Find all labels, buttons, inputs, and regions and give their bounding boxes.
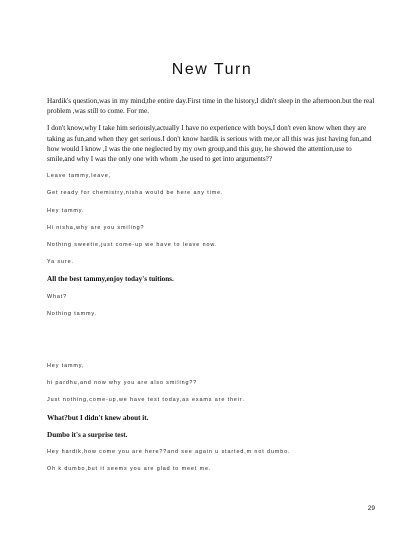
- paragraph: Hardik's question,was in my mind,the entire day.First time in the history,I didn't sleep in the afternoon.but the real problem ,was still to come. For me.: [47, 97, 375, 116]
- paragraph: Oh k dumbo,but it seems you are glad to meet me.: [47, 466, 212, 473]
- paragraph: Nothing sweetie,just come-up we have to leave now.: [47, 242, 218, 249]
- page-number: 29: [367, 505, 375, 512]
- paragraph: What?but I didn't knew about it.: [47, 413, 149, 422]
- paragraph: Hi nisha,why are you smiling?: [47, 224, 145, 231]
- paragraph: Hey tammy,: [47, 363, 85, 370]
- paragraph: Nothing tammy.: [47, 310, 97, 317]
- paragraph: Just nothing,come-up,we have test today,as exams are their.: [47, 397, 245, 404]
- paragraph: Leave tammy,leave,: [47, 173, 112, 180]
- paragraph: I don't know,why I take him seriously,actually I have no experience with boys,I don't even know when they are taking as fun,and when they get serious.I don't know hardik is serious with me,or all this was just having fun,and how would I know ,I was the one neglected by my own group,and this guy, he showed the attention,use to smile,and why I was the only one with whom ,he used to get into arguments??: [47, 124, 372, 164]
- paragraph: Dumbo it's a surprise test.: [47, 430, 128, 439]
- paragraph: What?: [47, 293, 68, 300]
- paragraph: Hey tammy.: [47, 207, 85, 214]
- paragraph: hi pardhu,and now why you are also smiling??: [47, 380, 198, 387]
- paragraph: Hey hardik,how come you are here??and see again u started,m not dumbo.: [47, 449, 291, 456]
- paragraph: Get ready for chemistry,nisha would be here any time.: [47, 190, 224, 197]
- document-page: [47, 0, 377, 544]
- chapter-body: [47, 96, 377, 481]
- paragraph: Ya sure.: [47, 259, 74, 266]
- chapter-title: New Turn: [171, 60, 253, 78]
- paragraph: [47, 335, 377, 345]
- paragraph: All the best tammy,enjoy today's tuitions.: [47, 275, 174, 284]
